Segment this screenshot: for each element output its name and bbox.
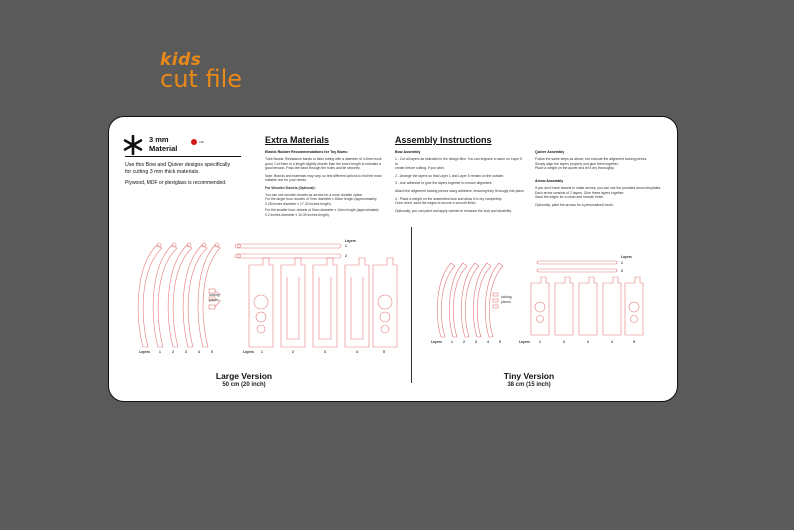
arrow-step: Sand the edges for a clean and smooth finish. (535, 195, 604, 200)
large-arrow-number: 1 (345, 244, 347, 248)
tiny-bow-number: 2 (463, 340, 465, 344)
extra-line: Tube Bands: Resistance bands or latex tubing with a diameter of 4-6mm work (265, 157, 382, 161)
bow-step: create before cutting, if you wish. (395, 166, 445, 171)
tiny-arrow-number: 1 (621, 261, 623, 265)
large-quiver-number: 2 (292, 350, 294, 354)
large-bow-layers (138, 243, 220, 347)
quiver-step: Simply align the layers properly and glue them together. (535, 161, 619, 166)
tiny-version-size: 38 cm (15 inch) (507, 382, 551, 388)
large-quiver-layers (249, 258, 397, 347)
quiver-assembly-title: Quiver Assembly (535, 150, 565, 154)
tiny-quiver-number: 4 (611, 340, 613, 344)
large-bow-layers-label: Layers (139, 350, 150, 354)
arrow-step: Each arrow consists of 2 layers. Glue these layers together. (535, 190, 625, 195)
extra-line: Note: Brands and materials may vary, so test different options to find the most (265, 173, 382, 178)
extra-line: suitable one for your needs. (265, 178, 307, 183)
instruction-sheet (108, 116, 678, 402)
bow-step: Once dried, sand the edges to ensure a smooth finish. (395, 201, 477, 206)
large-arrow-layers (235, 244, 341, 258)
extra-subheading: Elastic Rubber Recommendations for Toy Bows: (265, 150, 349, 154)
large-quiver-number: 3 (324, 350, 326, 354)
bow-step: 3 - Use adhesive to glue the layers together to ensure alignment. (395, 181, 493, 186)
large-quiver-layers-label: Layers (243, 350, 254, 354)
bow-step: 4 - Place a weight on the assembled bow and allow it to dry completely. (395, 196, 502, 201)
extra-line: good tension. Pass the band through the holes and tie securely. (265, 166, 361, 171)
bow-step: 1 - Cut all layers as indicated in the design files. You can engrave a name on Layer 5 to (395, 157, 523, 166)
material-intro-1: Use this Bow and Quiver designs specifically (125, 162, 231, 168)
large-version-label: Large Version (215, 371, 273, 381)
large-bow-number: 2 (172, 350, 174, 354)
material-title-line2: Material (149, 143, 178, 153)
kids-cut-file-logo (160, 52, 242, 91)
tiny-arrow-layers (537, 261, 617, 272)
tiny-bow-layers-label: Layers (431, 340, 442, 344)
tiny-version-label: Tiny Version (503, 371, 555, 381)
tiny-layers-label-arrows: Layers (621, 255, 632, 259)
large-layers-label-arrows: Layers (345, 239, 356, 243)
large-bow-number: 1 (159, 350, 161, 354)
material-title-line1: 3 mm (149, 135, 169, 144)
extra-line: For the smaller bow: dowels of 5mm diameter x 14cm length (approximately (265, 208, 379, 213)
large-locking-label: locking pieces (209, 293, 220, 302)
arrow-assembly-title: Arrow Assembly (535, 179, 564, 183)
material-intro-2: for cutting 3 mm thick materials. (125, 169, 200, 175)
arrow-step: Optionally, paint the arrows for a personalized touch. (535, 202, 614, 207)
large-arrow-number: 2 (345, 254, 347, 258)
tiny-quiver-number: 1 (539, 340, 541, 344)
bow-step: Optionally, you can paint and apply varnish to enhance the look and durability. (395, 208, 512, 213)
arrow-step: If you don't have dowels to make arrows, you can use the provided arrow templates. (535, 186, 662, 190)
tiny-bow-number: 4 (487, 340, 489, 344)
tiny-arrow-number: 2 (621, 269, 623, 273)
bow-assembly-title: Bow Assembly (395, 150, 421, 154)
tiny-bow-number: 1 (451, 340, 453, 344)
tiny-quiver-number: 5 (633, 340, 635, 344)
large-version-size: 50 cm (20 inch) (222, 382, 266, 388)
bow-step: 2 - Arrange the layers so that Layer 1 and Layer 5 remain on the outside. (395, 173, 505, 178)
cut-legend-label: cut (199, 139, 204, 144)
tiny-quiver-number: 2 (563, 340, 565, 344)
large-bow-number: 5 (211, 350, 213, 354)
cut-outline-drawings (109, 117, 678, 402)
large-bow-number: 3 (185, 350, 187, 354)
extra-line: For Wooden Dowels (Optional): (265, 185, 316, 190)
tiny-quiver-number: 3 (587, 340, 589, 344)
material-note: Plywood, MDF or plexiglass is recommended. (125, 180, 227, 186)
extra-materials-heading: Extra Materials (265, 135, 330, 145)
tiny-quiver-layers-label: Layers (519, 340, 530, 344)
large-quiver-number: 5 (383, 350, 385, 354)
logo-kids: kids (160, 50, 202, 70)
tiny-locking-pieces (493, 293, 498, 308)
quiver-step: Place a weight on the quiver and let it dry thoroughly. (535, 166, 615, 171)
bow-step: Attach the alignment locking pieces using adhesive, ensuring they fit snugly into place. (395, 188, 525, 193)
extra-line: good. Cut them to a length slightly shorter than the bow's length to maintain a (265, 161, 381, 166)
large-quiver-number: 1 (261, 350, 263, 354)
large-quiver-number: 4 (356, 350, 358, 354)
tiny-quiver-layers (531, 277, 643, 335)
quiver-step: Follow the same steps as above, but exclude the alignment locking pieces. (535, 157, 648, 161)
tiny-bow-number: 5 (499, 340, 501, 344)
logo-cut-file: cut file (160, 65, 242, 93)
tiny-bow-number: 3 (475, 340, 477, 344)
large-bow-number: 4 (198, 350, 200, 354)
tiny-locking-label: locking pieces (501, 295, 512, 304)
extra-line: For the larger bow: dowels of 7mm diameter x 60cm length (approximately (265, 197, 377, 202)
extra-line: 0.28 inches diameter x 17.32 inches length). (265, 201, 332, 206)
extra-line: 0.2 inches diameter x 10.39 inches length). (265, 212, 330, 217)
assembly-heading: Assembly Instructions (395, 135, 492, 145)
extra-line: You can use wooden dowels as arrows for a more durable option. (265, 192, 364, 197)
